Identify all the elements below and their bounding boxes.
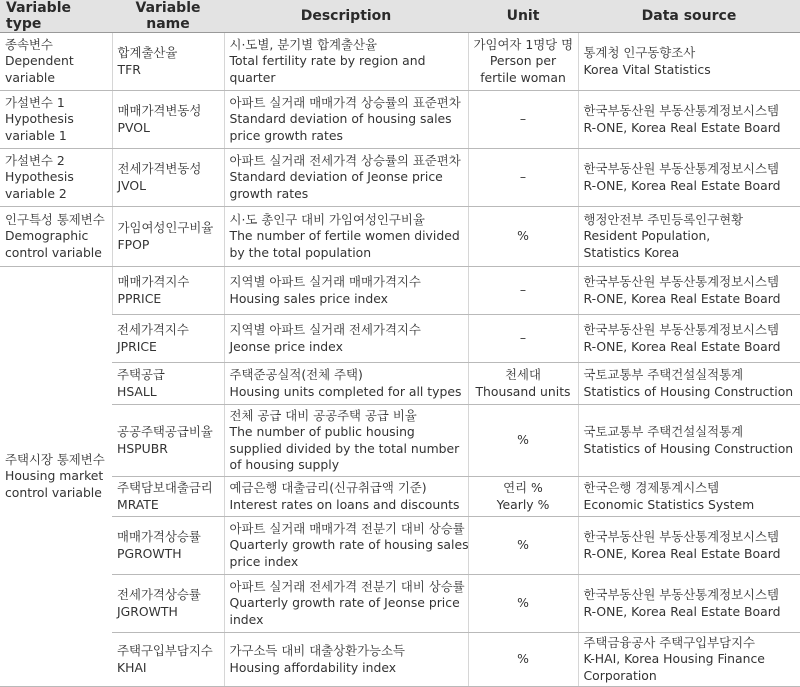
unit-cell-line: Thousand units bbox=[475, 383, 571, 399]
description-cell bbox=[224, 149, 468, 207]
data-source-cell-line: Statistics Korea bbox=[583, 244, 680, 260]
variable-name-cell bbox=[112, 363, 224, 405]
unit-cell-line: – bbox=[519, 111, 527, 127]
variable-name-cell bbox=[112, 633, 224, 687]
data-source-cell-line: 한국부동산원 부동산통계정보시스템 bbox=[583, 529, 779, 544]
description-cell-line: Standard deviation of housing sales bbox=[229, 111, 452, 127]
table-row bbox=[0, 633, 800, 687]
data-source-cell-line: 국토교통부 주택건설실적통계 bbox=[583, 424, 744, 439]
variable-name-cell-line: 매매가격상승률 bbox=[117, 529, 201, 544]
variable-type-cell-line: control variable bbox=[5, 484, 102, 500]
table-row bbox=[0, 33, 800, 91]
variable-name-cell-line: FPOP bbox=[117, 236, 150, 252]
description-cell-line: Interest rates on loans and discounts bbox=[229, 496, 460, 512]
variable-name-cell-line: 매매가격변동성 bbox=[117, 103, 202, 118]
variable-name-cell bbox=[112, 149, 224, 207]
description-cell-line: 아파트 실거래 전세가격 상승률의 표준편차 bbox=[229, 152, 461, 168]
data-source-cell bbox=[578, 267, 800, 315]
data-source-cell-line: 한국부동산원 부동산통계정보시스템 bbox=[583, 322, 779, 337]
description-cell-line: growth rates bbox=[229, 185, 309, 201]
data-source-cell-line: Economic Statistics System bbox=[583, 496, 755, 512]
data-source-cell bbox=[578, 575, 800, 633]
unit-cell-line: 연리 % bbox=[503, 480, 543, 495]
data-source-cell-line: 한국부동산원 부동산통계정보시스템 bbox=[583, 274, 779, 289]
data-source-cell-line: 한국부동산원 부동산통계정보시스템 bbox=[583, 587, 779, 602]
variable-name-cell-line: TFR bbox=[117, 61, 141, 77]
data-source-cell-line: Statistics of Housing Construction bbox=[583, 383, 794, 399]
unit-cell-line: – bbox=[519, 282, 527, 298]
data-source-cell-line: Statistics of Housing Construction bbox=[583, 440, 794, 456]
description-cell-line: 아파트 실거래 전세가격 전분기 대비 상승률 bbox=[229, 578, 465, 594]
variable-name-cell-line: HSPUBR bbox=[117, 440, 168, 456]
data-source-cell bbox=[578, 477, 800, 517]
variable-name-cell bbox=[112, 267, 224, 315]
variable-type-cell-line: 주택시장 통제변수 bbox=[5, 451, 105, 467]
header-row bbox=[0, 0, 800, 33]
description-cell-line: quarter bbox=[229, 69, 276, 85]
header-description: Description bbox=[224, 0, 468, 33]
header-data-source: Data source bbox=[578, 0, 800, 33]
variable-name-cell-line: 가임여성인구비율 bbox=[117, 220, 214, 235]
unit-cell bbox=[468, 363, 578, 405]
description-cell bbox=[224, 633, 468, 687]
data-source-cell-line: R-ONE, Korea Real Estate Board bbox=[583, 119, 781, 135]
variable-type-cell-line: 가설변수 2 bbox=[5, 152, 65, 168]
unit-cell bbox=[468, 477, 578, 517]
variable-name-cell bbox=[112, 405, 224, 477]
variable-name-cell bbox=[112, 33, 224, 91]
data-source-cell bbox=[578, 633, 800, 687]
data-source-cell-line: 행정안전부 주민등록인구현황 bbox=[583, 211, 744, 227]
description-cell-line: 지역별 아파트 실거래 전세가격지수 bbox=[229, 322, 421, 337]
variable-name-cell-line: 전세가격변동성 bbox=[117, 161, 202, 176]
data-source-cell bbox=[578, 363, 800, 405]
unit-cell bbox=[468, 575, 578, 633]
description-cell-line: price index bbox=[229, 553, 299, 569]
variable-type-cell-line: Hypothesis bbox=[5, 111, 74, 127]
description-cell-line: of housing supply bbox=[229, 457, 340, 472]
variable-type-cell bbox=[0, 207, 112, 267]
table-row bbox=[0, 363, 800, 405]
description-cell-line: price growth rates bbox=[229, 127, 343, 143]
description-cell bbox=[224, 517, 468, 575]
description-cell bbox=[224, 363, 468, 405]
description-cell-line: Quarterly growth rate of housing sales bbox=[229, 537, 469, 553]
data-source-cell-line: Korea Vital Statistics bbox=[583, 61, 711, 77]
variable-type-cell bbox=[0, 91, 112, 149]
unit-cell-line: % bbox=[517, 595, 529, 611]
description-cell bbox=[224, 405, 468, 477]
table-row bbox=[0, 91, 800, 149]
data-source-cell-line: 한국부동산원 부동산통계정보시스템 bbox=[583, 161, 779, 176]
description-cell-line: Housing sales price index bbox=[229, 290, 388, 306]
description-cell-line: Housing affordability index bbox=[229, 659, 397, 675]
unit-cell bbox=[468, 33, 578, 91]
description-cell-line: index bbox=[229, 611, 264, 627]
unit-cell-line: 천세대 bbox=[505, 367, 541, 382]
unit-cell-line: 가임여자 1명당 명 bbox=[473, 36, 574, 52]
variable-type-cell-line: variable bbox=[5, 69, 55, 85]
variable-name-cell bbox=[112, 207, 224, 267]
variable-name-cell-line: MRATE bbox=[117, 496, 159, 512]
variable-name-cell-line: PGROWTH bbox=[117, 545, 182, 561]
data-source-cell-line: K-HAI, Korea Housing Finance bbox=[583, 651, 765, 667]
description-cell-line: by the total population bbox=[229, 244, 372, 260]
unit-cell bbox=[468, 91, 578, 149]
description-cell-line: 가구소득 대비 대출상환가능소득 bbox=[229, 643, 405, 658]
description-cell-line: The number of public housing bbox=[229, 424, 415, 439]
variable-type-cell-line: Demographic bbox=[5, 228, 89, 244]
data-source-cell-line: 한국은행 경제통계시스템 bbox=[583, 480, 720, 495]
variable-name-cell-line: PPRICE bbox=[117, 290, 162, 306]
data-source-cell bbox=[578, 207, 800, 267]
unit-cell-line: Person per bbox=[489, 53, 557, 69]
variable-type-cell-line: variable 1 bbox=[5, 127, 67, 143]
description-cell bbox=[224, 575, 468, 633]
variable-type-cell bbox=[0, 149, 112, 207]
unit-cell bbox=[468, 517, 578, 575]
header-variable-name: Variable name bbox=[112, 0, 224, 33]
variable-name-cell-line: 주택구입부담지수 bbox=[117, 643, 213, 658]
description-cell bbox=[224, 207, 468, 267]
variable-name-cell-line: 전세가격지수 bbox=[117, 322, 189, 337]
description-cell-line: The number of fertile women divided bbox=[229, 228, 460, 244]
data-source-cell bbox=[578, 33, 800, 91]
table-row bbox=[0, 575, 800, 633]
unit-cell-line: % bbox=[517, 651, 529, 667]
description-cell bbox=[224, 315, 468, 363]
variable-name-cell-line: 합계출산율 bbox=[117, 45, 178, 60]
data-source-cell bbox=[578, 315, 800, 363]
description-cell-line: Standard deviation of Jeonse price bbox=[229, 169, 443, 185]
description-cell bbox=[224, 267, 468, 315]
data-source-cell-line: R-ONE, Korea Real Estate Board bbox=[583, 338, 781, 354]
variable-name-cell-line: 주택공급 bbox=[117, 367, 165, 382]
data-source-cell-line: R-ONE, Korea Real Estate Board bbox=[583, 545, 781, 561]
unit-cell bbox=[468, 633, 578, 687]
variable-name-cell bbox=[112, 91, 224, 149]
unit-cell-line: % bbox=[517, 537, 529, 553]
data-source-cell bbox=[578, 405, 800, 477]
variable-type-cell-line: Hypothesis bbox=[5, 169, 74, 185]
table-row bbox=[0, 405, 800, 477]
variable-name-cell-line: JVOL bbox=[117, 177, 147, 193]
unit-cell-line: % bbox=[517, 432, 529, 448]
unit-cell bbox=[468, 267, 578, 315]
description-cell-line: Housing units completed for all types bbox=[229, 383, 462, 399]
data-source-cell-line: R-ONE, Korea Real Estate Board bbox=[583, 290, 781, 306]
header-variable-type: Variable type bbox=[0, 0, 112, 33]
data-source-cell bbox=[578, 149, 800, 207]
unit-cell bbox=[468, 149, 578, 207]
variable-name-cell bbox=[112, 517, 224, 575]
unit-cell-line: – bbox=[519, 330, 527, 346]
data-source-cell-line: 주택금융공사 주택구입부담지수 bbox=[583, 634, 756, 650]
data-source-cell-line: R-ONE, Korea Real Estate Board bbox=[583, 177, 781, 193]
variable-name-cell-line: JPRICE bbox=[117, 338, 157, 354]
variable-type-cell-line: variable 2 bbox=[5, 185, 67, 201]
description-cell-line: 아파트 실거래 매매가격 상승률의 표준편차 bbox=[229, 94, 461, 110]
table-row bbox=[0, 517, 800, 575]
description-cell-line: 아파트 실거래 매매가격 전분기 대비 상승률 bbox=[229, 520, 465, 536]
table-row bbox=[0, 149, 800, 207]
variable-name-cell-line: 전세가격상승률 bbox=[117, 587, 201, 602]
variable-name-cell-line: HSALL bbox=[117, 383, 157, 399]
variable-type-cell-line: Dependent bbox=[5, 53, 74, 69]
variable-name-cell bbox=[112, 575, 224, 633]
data-source-cell-line: 국토교통부 주택건설실적통계 bbox=[583, 367, 744, 382]
description-cell-line: 전체 공급 대비 공공주택 공급 비율 bbox=[229, 407, 417, 423]
data-source-cell-line: Resident Population, bbox=[583, 228, 711, 244]
description-cell-line: 지역별 아파트 실거래 매매가격지수 bbox=[229, 274, 421, 289]
variable-name-cell-line: KHAI bbox=[117, 659, 147, 675]
description-cell-line: 시·도 총인구 대비 가임여성인구비율 bbox=[229, 211, 425, 227]
variable-type-cell-line: 가설변수 1 bbox=[5, 94, 65, 110]
description-cell-line: 시·도별, 분기별 합계출산율 bbox=[229, 36, 377, 52]
data-source-cell bbox=[578, 91, 800, 149]
table-row bbox=[0, 477, 800, 517]
unit-cell-line: fertile woman bbox=[480, 69, 566, 85]
description-cell-line: Total fertility rate by region and bbox=[229, 53, 426, 69]
description-cell-line: 주택준공실적(전체 주택) bbox=[229, 367, 363, 382]
unit-cell bbox=[468, 207, 578, 267]
description-cell bbox=[224, 477, 468, 517]
table-row bbox=[0, 207, 800, 267]
description-cell bbox=[224, 91, 468, 149]
variable-name-cell bbox=[112, 477, 224, 517]
unit-cell-line: % bbox=[517, 228, 529, 244]
variable-type-cell bbox=[0, 33, 112, 91]
description-cell bbox=[224, 33, 468, 91]
description-cell-line: 예금은행 대출금리(신규취급액 기준) bbox=[229, 480, 427, 495]
unit-cell-line: Yearly % bbox=[496, 496, 550, 512]
unit-cell bbox=[468, 315, 578, 363]
header-unit: Unit bbox=[468, 0, 578, 33]
data-source-cell-line: 통계청 인구동향조사 bbox=[583, 45, 696, 60]
data-source-cell-line: Corporation bbox=[583, 667, 657, 683]
data-source-cell-line: 한국부동산원 부동산통계정보시스템 bbox=[583, 103, 779, 118]
variable-name-cell-line: 매매가격지수 bbox=[117, 274, 190, 289]
variable-name-cell-line: 주택담보대출금리 bbox=[117, 480, 213, 495]
description-cell-line: supplied divided by the total number bbox=[229, 440, 460, 456]
data-source-cell-line: R-ONE, Korea Real Estate Board bbox=[583, 603, 781, 619]
variable-name-cell-line: 공공주택공급비율 bbox=[117, 424, 213, 439]
description-cell-line: Jeonse price index bbox=[229, 338, 343, 354]
unit-cell bbox=[468, 405, 578, 477]
description-cell-line: Quarterly growth rate of Jeonse price bbox=[229, 595, 460, 611]
variable-type-cell-line: 종속변수 bbox=[5, 36, 53, 52]
table-row bbox=[0, 267, 800, 315]
variable-type-cell-line: Housing market bbox=[5, 468, 104, 484]
variable-type-cell-line: control variable bbox=[5, 244, 102, 260]
variable-name-cell-line: PVOL bbox=[117, 119, 150, 135]
data-source-cell bbox=[578, 517, 800, 575]
unit-cell-line: – bbox=[519, 169, 527, 185]
table-body bbox=[0, 33, 800, 687]
variable-name-cell-line: JGROWTH bbox=[117, 603, 178, 619]
table-row bbox=[0, 315, 800, 363]
variable-type-cell bbox=[0, 267, 112, 687]
variable-type-cell-line: 인구특성 통제변수 bbox=[5, 211, 105, 227]
variable-name-cell bbox=[112, 315, 224, 363]
